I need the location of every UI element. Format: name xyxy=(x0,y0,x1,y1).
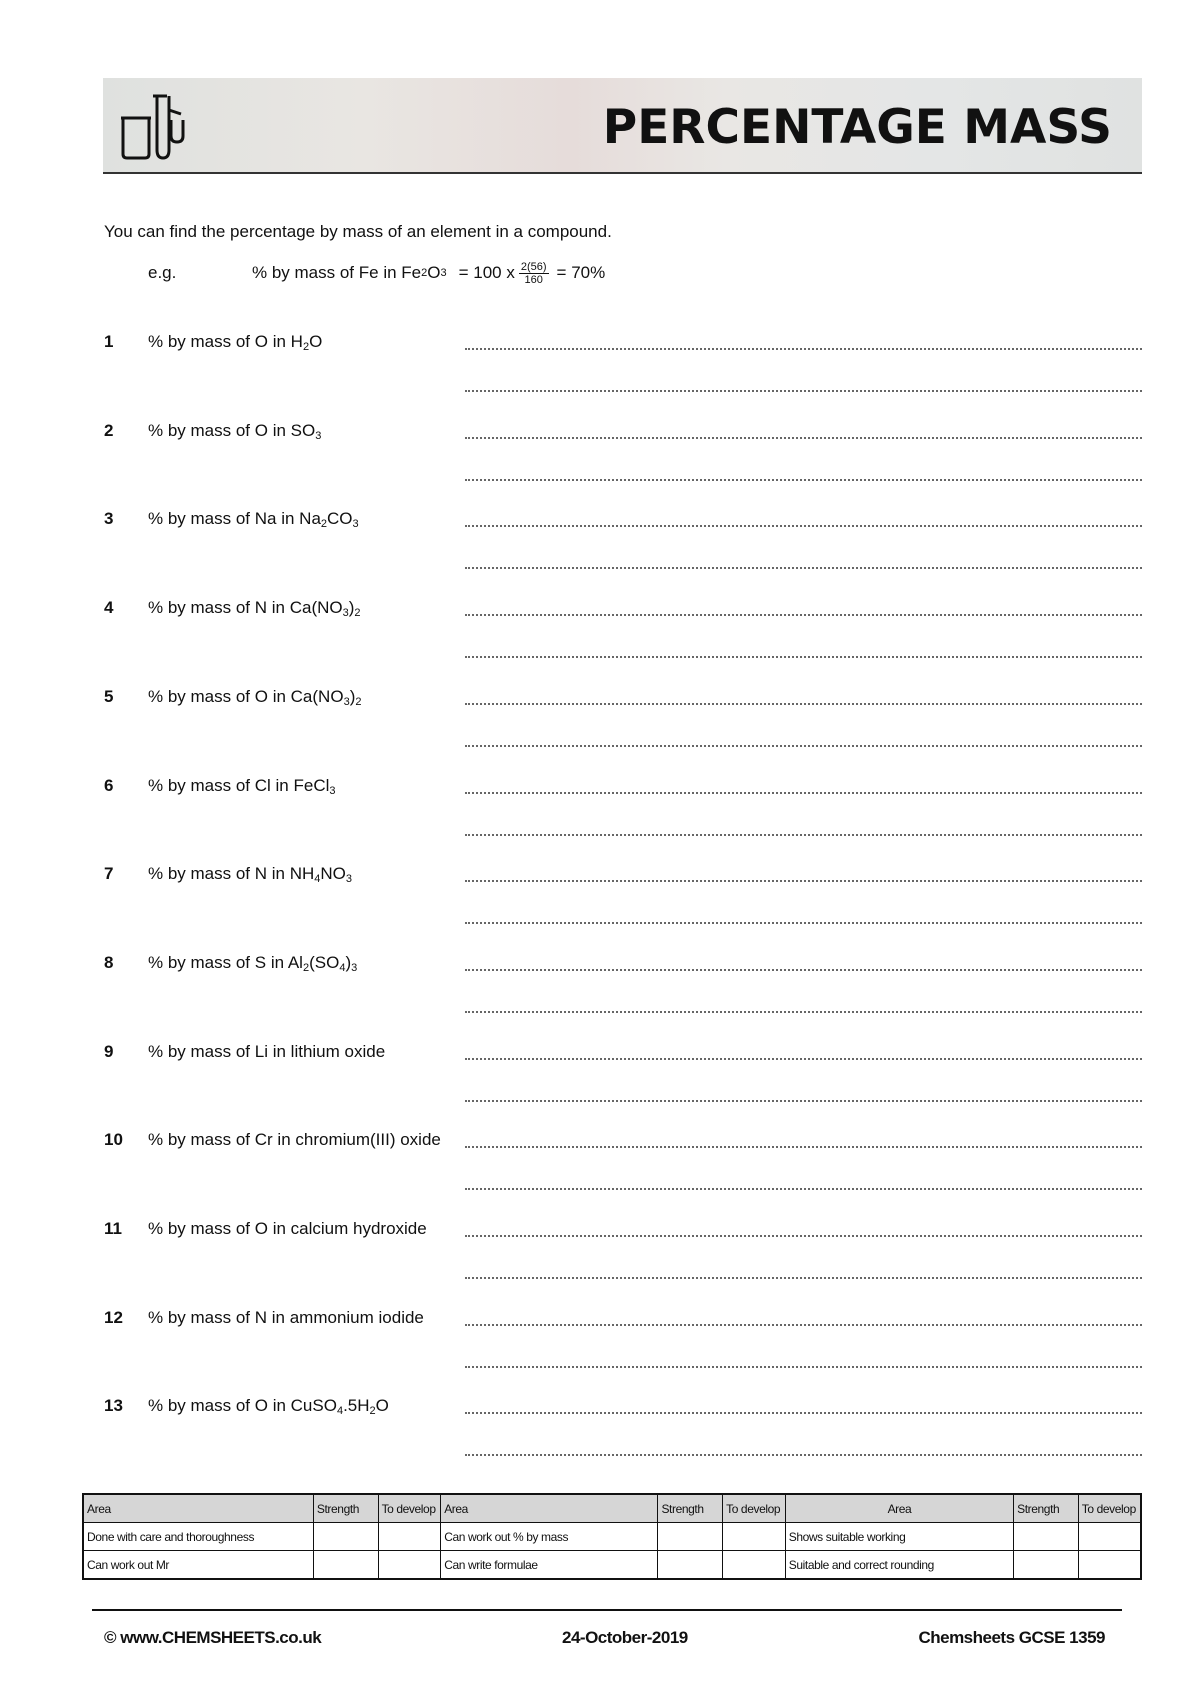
table-row xyxy=(83,1523,1141,1551)
area-cell: Can work out % by mass xyxy=(441,1523,658,1551)
to-develop-cell[interactable] xyxy=(1078,1523,1141,1551)
question-number: 2 xyxy=(104,420,114,440)
answer-line[interactable] xyxy=(465,656,1142,658)
to-develop-cell[interactable] xyxy=(1078,1551,1141,1580)
area-cell: Can work out Mr xyxy=(83,1551,313,1580)
header-area: Area xyxy=(83,1494,313,1523)
question-number: 1 xyxy=(104,332,114,351)
answer-line[interactable] xyxy=(465,1188,1142,1190)
question-item xyxy=(104,1130,1142,1210)
answer-line[interactable] xyxy=(465,479,1142,481)
answer-line[interactable] xyxy=(465,1058,1142,1060)
answer-line[interactable] xyxy=(465,1235,1142,1237)
area-cell: Shows suitable working xyxy=(785,1523,1013,1551)
worked-example: e.g. % by mass of Fe in Fe 2 O 3 = 100 x $\frac{2(56)}{160}$ = 70% xyxy=(148,260,606,286)
question-text: % by mass of O in $Ca(NO_3)_2$ xyxy=(148,686,362,708)
strength-cell[interactable] xyxy=(658,1523,723,1551)
footer-date: 24-October-2019 xyxy=(562,1628,688,1647)
strength-cell[interactable] xyxy=(313,1551,378,1580)
area-cell: Suitable and correct rounding xyxy=(785,1551,1013,1580)
answer-line[interactable] xyxy=(465,1100,1142,1102)
question-item xyxy=(104,1308,1142,1388)
question-text: % by mass of Cr in chromium(III) oxide xyxy=(148,1130,441,1150)
header-to-develop: To develop xyxy=(1078,1494,1141,1523)
answer-line[interactable] xyxy=(465,1412,1142,1414)
header-strength: Strength xyxy=(313,1494,378,1523)
example-equals: = 100 x xyxy=(458,263,515,282)
question-item xyxy=(104,598,1142,678)
question-number: 13 xyxy=(104,1396,123,1416)
answer-line[interactable] xyxy=(465,834,1142,836)
answer-line[interactable] xyxy=(465,792,1142,794)
question-item xyxy=(104,776,1142,856)
answer-line[interactable] xyxy=(465,390,1142,392)
question-text: % by mass of O in $CuSO_4.5H_2O$ xyxy=(148,1396,389,1418)
question-number: 12 xyxy=(104,1307,123,1327)
question-number: 8 xyxy=(104,952,114,972)
footer-copyright: © www.CHEMSHEETS.co.uk xyxy=(104,1628,322,1647)
question-number: 5 xyxy=(104,686,114,706)
answer-line[interactable] xyxy=(465,525,1142,527)
header-area: Area xyxy=(785,1494,1013,1523)
strength-cell[interactable] xyxy=(313,1523,378,1551)
question-text: % by mass of Cl in FeCl$_3$ xyxy=(148,775,336,797)
question-item xyxy=(104,953,1142,1033)
strength-cell[interactable] xyxy=(658,1551,723,1580)
question-number: 6 xyxy=(104,775,114,795)
question-text: % by mass of N in $Ca(NO_3)_2$ xyxy=(148,598,361,620)
to-develop-cell[interactable] xyxy=(378,1523,441,1551)
question-text: % by mass of N in $NH_4NO_3$ xyxy=(148,864,353,886)
example-result: = 70% xyxy=(556,263,606,282)
question-item xyxy=(104,1219,1142,1299)
strength-cell[interactable] xyxy=(1014,1523,1079,1551)
page-title: PERCENTAGE MASS xyxy=(602,100,1112,155)
laboratory-glassware-icon xyxy=(117,90,187,162)
question-number: 9 xyxy=(104,1041,114,1061)
footer-divider xyxy=(92,1609,1122,1611)
question-text: % by mass of Na in $Na_2CO_3$ xyxy=(148,509,359,531)
question-item xyxy=(104,1042,1142,1122)
footer-reference: Chemsheets GCSE 1359 xyxy=(918,1628,1105,1647)
question-item xyxy=(104,864,1142,944)
example-fraction: $\frac{2(56)}{160}$ xyxy=(520,260,547,286)
answer-line[interactable] xyxy=(465,1366,1142,1368)
answer-line[interactable] xyxy=(465,614,1142,616)
header-strength: Strength xyxy=(1014,1494,1079,1523)
question-text: % by mass of O in calcium hydroxide xyxy=(148,1219,427,1238)
answer-line[interactable] xyxy=(465,1011,1142,1013)
answer-line[interactable] xyxy=(465,880,1142,882)
answer-line[interactable] xyxy=(465,745,1142,747)
question-text: % by mass of S in $Al_2(SO_4)_3$ xyxy=(148,952,358,974)
answer-line[interactable] xyxy=(465,1146,1142,1148)
answer-line[interactable] xyxy=(465,437,1142,439)
question-item xyxy=(104,332,1142,412)
question-text: % by mass of O in $SO_3$ xyxy=(148,420,322,442)
question-number: 10 xyxy=(104,1130,123,1150)
intro-text: You can find the percentage by mass of an element in a compound. xyxy=(104,222,612,241)
question-item xyxy=(104,509,1142,589)
answer-line[interactable] xyxy=(465,922,1142,924)
assessment-header-row xyxy=(83,1494,1141,1523)
title-banner xyxy=(103,78,1142,174)
question-item xyxy=(104,1396,1142,1476)
question-text: % by mass of Li in lithium oxide xyxy=(148,1041,386,1061)
question-number: 3 xyxy=(104,509,114,529)
example-prefix: % by mass of Fe in Fe xyxy=(252,263,422,282)
table-row xyxy=(83,1551,1141,1580)
question-number: 11 xyxy=(104,1219,122,1238)
answer-line[interactable] xyxy=(465,1454,1142,1456)
to-develop-cell[interactable] xyxy=(723,1551,786,1580)
question-number: 4 xyxy=(104,598,114,618)
answer-line[interactable] xyxy=(465,1324,1142,1326)
strength-cell[interactable] xyxy=(1014,1551,1079,1580)
header-to-develop: To develop xyxy=(723,1494,786,1523)
to-develop-cell[interactable] xyxy=(723,1523,786,1551)
answer-line[interactable] xyxy=(465,348,1142,350)
header-to-develop: To develop xyxy=(378,1494,441,1523)
area-cell: Can write formulae xyxy=(441,1551,658,1580)
example-label: e.g. xyxy=(148,263,177,282)
answer-line[interactable] xyxy=(465,567,1142,569)
assessment-table xyxy=(82,1493,1142,1580)
question-text: % by mass of N in ammonium iodide xyxy=(148,1307,424,1327)
area-cell: Done with care and thoroughness xyxy=(83,1523,313,1551)
to-develop-cell[interactable] xyxy=(378,1551,441,1580)
answer-line[interactable] xyxy=(465,1277,1142,1279)
question-item xyxy=(104,687,1142,767)
header-area: Area xyxy=(441,1494,658,1523)
question-number: 7 xyxy=(104,864,114,884)
header-strength: Strength xyxy=(658,1494,723,1523)
question-item xyxy=(104,421,1142,501)
answer-line[interactable] xyxy=(465,969,1142,971)
question-text: % by mass of O in $H_2O$ xyxy=(148,332,323,353)
answer-line[interactable] xyxy=(465,703,1142,705)
